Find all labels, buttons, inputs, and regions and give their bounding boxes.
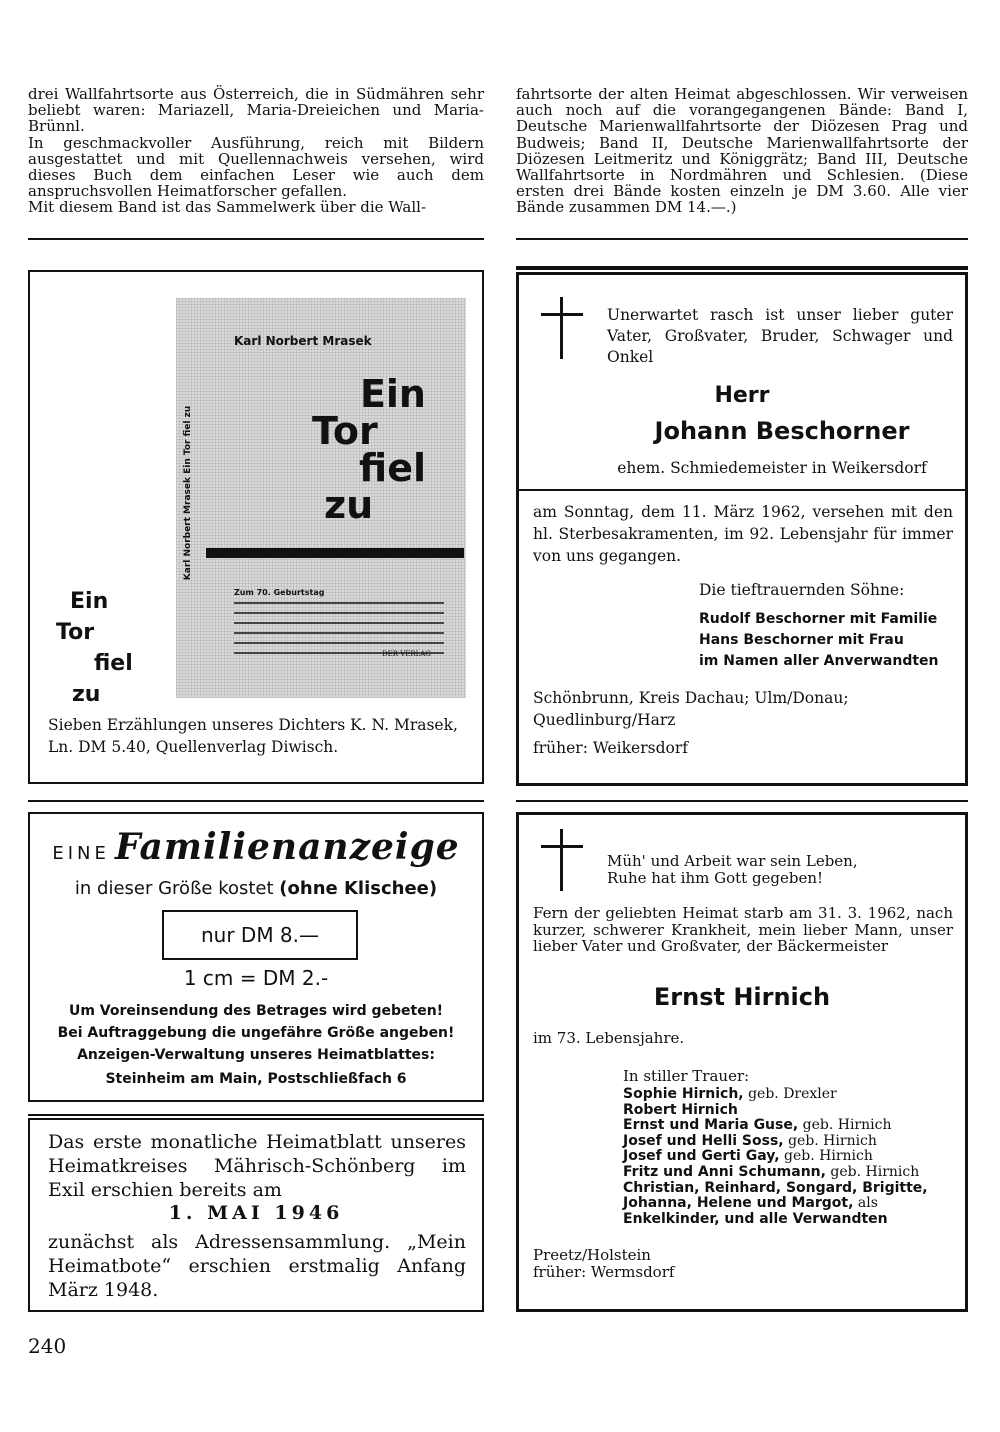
cover-title-line-3: fiel <box>359 446 426 490</box>
obit1-mourner-3: im Namen aller Anverwandten <box>699 653 939 669</box>
divider-left-top <box>28 238 484 240</box>
obit1-former: früher: Weikersdorf <box>533 739 688 757</box>
obit1-places-line-2: Quedlinburg/Harz <box>533 711 676 729</box>
obit2-verse-line-1: Müh' und Arbeit war sein Leben, <box>607 852 858 870</box>
cross-icon <box>541 829 583 891</box>
cross-icon <box>541 297 583 359</box>
obit1-top-rule <box>516 266 968 270</box>
book-cover <box>176 298 466 698</box>
cover-blurb-publisher: DER VERLAG <box>382 650 431 658</box>
family-ad-address: Steinheim am Main, Postschließfach 6 <box>105 1071 407 1087</box>
top-left-para-3: Mit diesem Band ist das Sammelwerk über die Wall- <box>28 198 427 217</box>
side-title-line-2: Tor <box>56 620 95 645</box>
history-text-1: Das erste monatliche Heimatblatt unseres Heimatkreises Mährisch-Schönberg im Exil erschien bereits am <box>48 1131 466 1201</box>
family-ad-lines <box>30 1000 482 1090</box>
family-ad-line-1: Um Voreinsendung des Betrages wird gebeten! <box>68 1003 444 1019</box>
obit2-mourner-5: Josef und Gerti Gay, geb. Hirnich <box>623 1148 873 1165</box>
obit2-mourner-9: Enkelkinder, und alle Verwandten <box>623 1210 888 1227</box>
obit2-mourner-3: Ernst und Maria Guse, geb. Hirnich <box>623 1117 892 1134</box>
top-left-column <box>28 86 484 216</box>
family-ad-subtitle-pre: in dieser Größe kostet <box>74 878 280 899</box>
obit1-title: Herr <box>714 383 770 408</box>
obit1-name: Johann Beschorner <box>654 417 910 445</box>
top-left-para-1: drei Wallfahrtsorte aus Österreich, die in Südmähren sehr beliebt waren: Mariazell, Maria-Dreieichen und Maria-Brünnl. <box>28 85 484 136</box>
history-box <box>28 1118 484 1312</box>
divider-right-top <box>516 238 968 240</box>
cover-title <box>296 372 426 527</box>
obituary-1-box <box>516 272 968 786</box>
family-ad-prefix: EINE <box>52 843 110 864</box>
obit1-death-text: am Sonntag, dem 11. März 1962, versehen mit den hl. Sterbesakramenten, im 92. Lebensjahr für immer von uns gegangen. <box>533 503 953 565</box>
history-text-2: zunächst als Adressensammlung. „Mein Heimatbote“ erschien erstmalig Anfang März 1948. <box>48 1231 466 1301</box>
family-ad-subtitle <box>30 878 482 899</box>
top-right-para: fahrtsorte der alten Heimat abgeschlossen. Wir verweisen auch noch auf die vorangegangenen Bände: Band I, Deutsche Marienwallfahrtsorte der Diözesen Prag und Budweis; Band II, Deutsche Marienwallfahrtsorte der Diözesen Leitmeritz und Königgrätz; Band III, Deutsche Wallfahrtsorte in Nordmähren und Schlesien. (Diese ersten drei Bände kosten einzeln je DM 3.60. Alle vier Bände zusammen DM 14.—.) <box>516 85 968 217</box>
obit2-mourner-4: Josef und Helli Soss, geb. Hirnich <box>623 1132 877 1149</box>
family-ad-heading <box>30 826 482 868</box>
obit1-occupation: ehem. Schmiedemeister in Weikersdorf <box>617 459 927 477</box>
obit1-intro: Unerwartet rasch ist unser lieber guter Vater, Großvater, Bruder, Schwager und Onkel <box>607 306 953 366</box>
family-ad-box <box>28 812 484 1102</box>
obit2-verse <box>607 853 858 887</box>
obit2-place-block <box>533 1247 674 1281</box>
cover-black-band <box>206 548 464 558</box>
obit1-places-line-1: Schönbrunn, Kreis Dachau; Ulm/Donau; <box>533 689 849 707</box>
book-ad-box <box>28 270 484 784</box>
obit2-mourners <box>623 1087 963 1227</box>
obit2-mourner-6: Fritz und Anni Schumann, geb. Hirnich <box>623 1163 920 1180</box>
obit1-places <box>533 687 849 759</box>
book-side-title <box>40 586 133 710</box>
obit2-name: Ernst Hirnich <box>653 983 831 1011</box>
obit2-death-text: Fern der geliebten Heimat starb am 31. 3. 1962, nach kurzer, schwerer Krankheit, mein lieber Mann, unser lieber Vater und Großvater, der Bäckermeister <box>533 904 953 955</box>
book-caption <box>48 714 458 758</box>
side-title-line-1: Ein <box>70 589 109 614</box>
obit2-mourners-heading: In stiller Trauer: <box>623 1067 750 1085</box>
page-number: 240 <box>28 1334 67 1358</box>
obit2-mourner-1: Sophie Hirnich, geb. Drexler <box>623 1086 837 1102</box>
obit1-mourners-heading: Die tieftrauernden Söhne: <box>699 581 905 599</box>
obit1-mourner-2: Hans Beschorner mit Frau <box>699 632 904 648</box>
cover-title-line-1: Ein <box>359 372 426 416</box>
book-caption-line-2: Ln. DM 5.40, Quellenverlag Diwisch. <box>48 738 339 756</box>
obit2-mourner-8: Johanna, Helene und Margot, als <box>623 1195 878 1212</box>
obit2-mourner-7: Christian, Reinhard, Songard, Brigitte, <box>623 1179 928 1196</box>
side-title-line-4: zu <box>72 682 101 707</box>
cover-title-line-2: Tor <box>312 409 378 453</box>
divider-left-mid <box>28 800 484 802</box>
family-ad-per-cm: 1 cm = DM 2.- <box>183 966 329 990</box>
history-date: 1. MAI 1946 <box>168 1202 344 1224</box>
book-caption-line-1: Sieben Erzählungen unseres Dichters K. N. Mrasek, <box>48 716 458 734</box>
obit1-divider <box>519 489 965 491</box>
obit1-mourner-1: Rudolf Beschorner mit Familie <box>699 611 938 627</box>
cover-title-line-4: zu <box>324 483 374 527</box>
cover-spine-text: Karl Norbert Mrasek Ein Tor fiel zu <box>183 405 193 581</box>
obit2-verse-line-2: Ruhe hat ihm Gott gegeben! <box>607 869 824 887</box>
divider-right-mid <box>516 800 968 802</box>
top-right-column <box>516 86 968 216</box>
cover-author: Karl Norbert Mrasek <box>234 334 372 348</box>
family-ad-subtitle-bold: (ohne Klischee) <box>279 878 438 899</box>
obituary-2-box <box>516 812 968 1312</box>
cover-blurb-lead: Zum 70. Geburtstag <box>234 588 325 597</box>
family-ad-title: Familienanzeige <box>114 826 460 868</box>
divider-left-lower <box>28 1114 484 1116</box>
obit2-mourner-2: Robert Hirnich <box>623 1101 738 1118</box>
family-ad-line-3: Anzeigen-Verwaltung unseres Heimatblattes: <box>77 1047 435 1063</box>
obit2-former: früher: Wermsdorf <box>533 1263 675 1281</box>
obit1-mourners <box>699 609 939 672</box>
obit2-place: Preetz/Holstein <box>533 1246 651 1264</box>
family-ad-price-box: nur DM 8.— <box>162 910 358 960</box>
family-ad-line-2: Bei Auftraggebung die ungefähre Größe angeben! <box>57 1025 455 1041</box>
top-left-para-2: In geschmackvoller Ausführung, reich mit Bildern ausgestattet und mit Quellennachweis versehen, wird dieses Buch dem einfachen Leser wie auch dem anspruchsvollen Heimatforscher gefallen. <box>28 133 484 201</box>
obit2-age: im 73. Lebensjahre. <box>533 1029 685 1047</box>
side-title-line-3: fiel <box>94 651 133 676</box>
